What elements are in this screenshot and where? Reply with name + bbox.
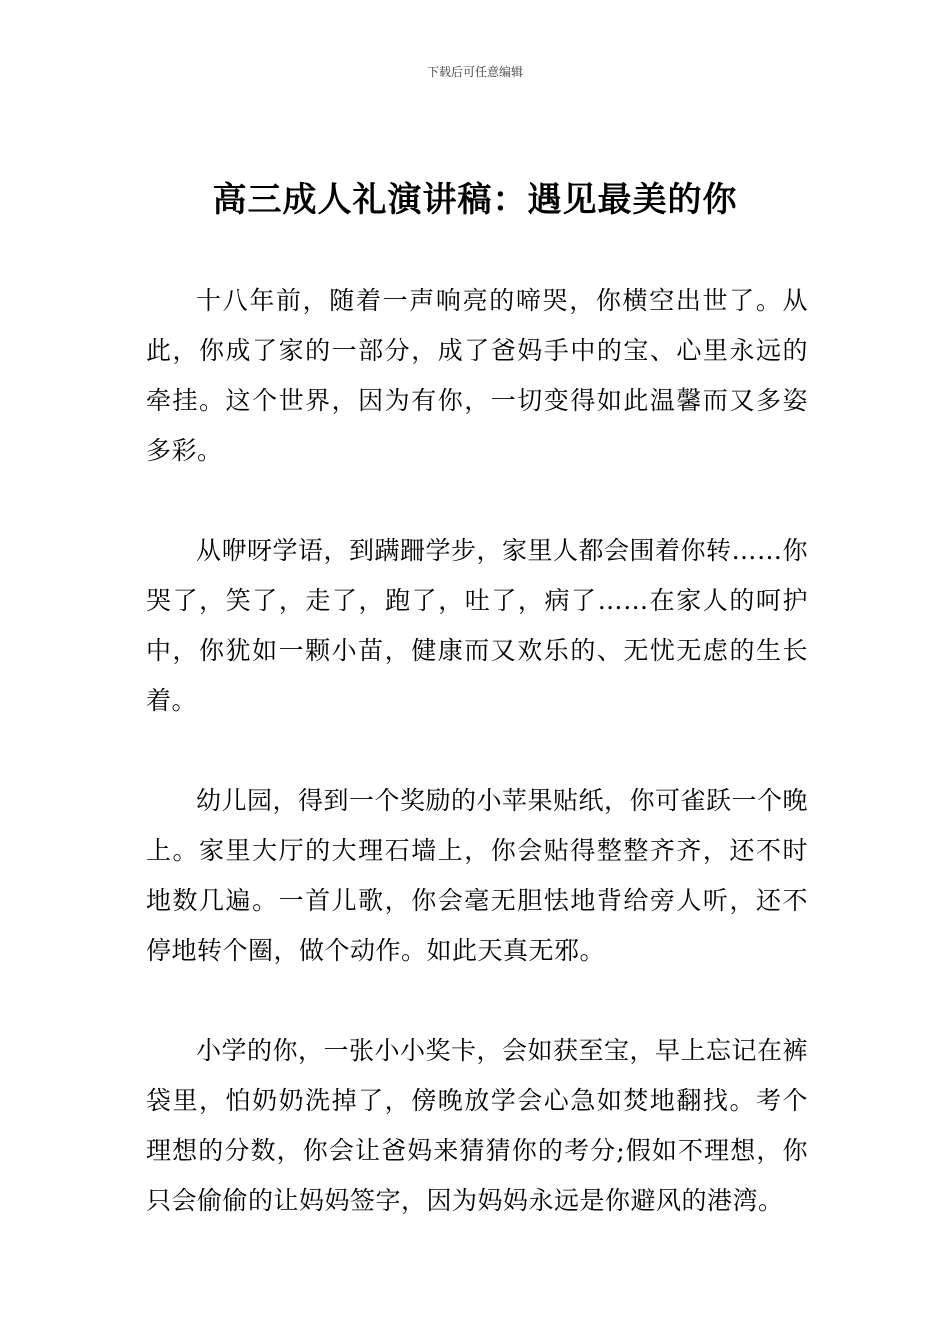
document-body [146, 276, 808, 1276]
paragraph-4: 小学的你，一张小小奖卡，会如获至宝，早上忘记在裤袋里，怕奶奶洗掉了，傍晚放学会心急如焚地翻找。考个理想的分数，你会让爸妈来猜猜你的考分;假如不理想，你只会偷偷的让妈妈签字，因为妈妈永远是你避风的港湾。 [146, 1036, 809, 1215]
paragraph-3: 幼儿园，得到一个奖励的小苹果贴纸，你可雀跃一个晚上。家里大厅的大理石墙上，你会贴得整整齐齐，还不时地数几遍。一首儿歌，你会毫无胆怯地背给旁人听，还不停地转个圈，做个动作。如此天真无邪。 [146, 786, 809, 965]
paragraph-1: 十八年前，随着一声响亮的啼哭，你横空出世了。从此，你成了家的一部分，成了爸妈手中的宝、心里永远的牵挂。这个世界，因为有你，一切变得如此温馨而又多姿多彩。 [146, 286, 808, 465]
paragraph-2: 从咿呀学语，到蹒跚学步，家里人都会围着你转……你哭了，笑了，走了，跑了，吐了，病了……在家人的呵护中，你犹如一颗小苗，健康而又欢乐的、无忧无虑的生长着。 [146, 536, 809, 715]
document-title: 高三成人礼演讲稿：遇见最美的你 [212, 180, 738, 220]
header-note: 下载后可任意编辑 [426, 65, 523, 79]
